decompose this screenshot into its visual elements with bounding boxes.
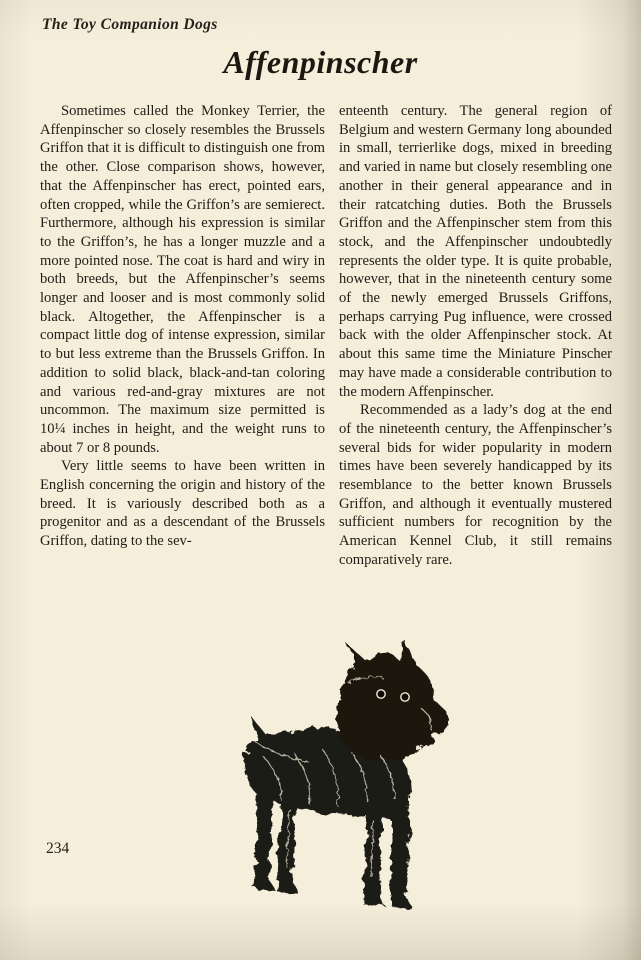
text-columns [40,102,612,570]
chapter-title: Affenpinscher [223,44,418,80]
affenpinscher-illustration [196,638,468,930]
left-column [40,102,325,570]
dog-eye [401,693,409,701]
paragraph: Sometimes called the Monkey Terrier, the Affenpinscher so closely resembles the Brussels Griffon that it is difficult to distinguish one from the other. Close comparison shows, however, that the Affenpinscher has erect, pointed ears, often cropped, while the Griffon’s are semierect. Furthermore, although his expression is similar to the Griffon’s, he has a longer muzzle and a more pointed nose. The coat is hard and wiry in both breeds, but the Affenpinscher’s seems longer and looser and is most commonly solid black. Altogether, the Affenpinscher is a compact little dog of intense expression, similar to but less extreme than the Brussels Griffon. In addition to solid black, black-and-tan coloring and various red-and-gray mixtures are not uncommon. The maximum size permitted is 10¼ inches in height, and the weight runs to about 7 or 8 pounds. [40,103,325,456]
dog-drawing-icon [196,638,468,930]
right-column [339,102,612,570]
running-header: The Toy Companion Dogs [42,16,218,33]
dog-eye [377,690,385,698]
page-number: 234 [46,840,70,857]
paragraph: Recommended as a lady’s dog at the end of the nineteenth century, the Affenpinscher’s several bids for wider popularity in modern times have been severely handicapped by its resemblance to the better known Brussels Griffon, and although it eventually mustered sufficient numbers for recognition by the American Kennel Club, it still remains comparatively rare. [339,402,612,568]
paragraph: Very little seems to have been written in English concerning the origin and history of the breed. It is variously described both as a progenitor and as a descendant of the Brussels Griffon, dating to the sev- [40,458,325,550]
paragraph: enteenth century. The general region of Belgium and western Germany long abounded in small, terrierlike dogs, mixed in breeding and varied in name but closely resembling one another in their general appearance and in their ratcatching duties. Both the Brussels Griffon and the Affenpinscher stem from this stock, and the Affenpinscher undoubtedly represents the older type. It is quite probable, however, that in the nineteenth century some of the newly emerged Brussels Griffons, perhaps carrying Pug influence, were crossed back with the older Affenpinscher stock. At about this same time the Miniature Pinscher may have made a considerable contribution to the modern Affenpinscher. [339,103,612,400]
